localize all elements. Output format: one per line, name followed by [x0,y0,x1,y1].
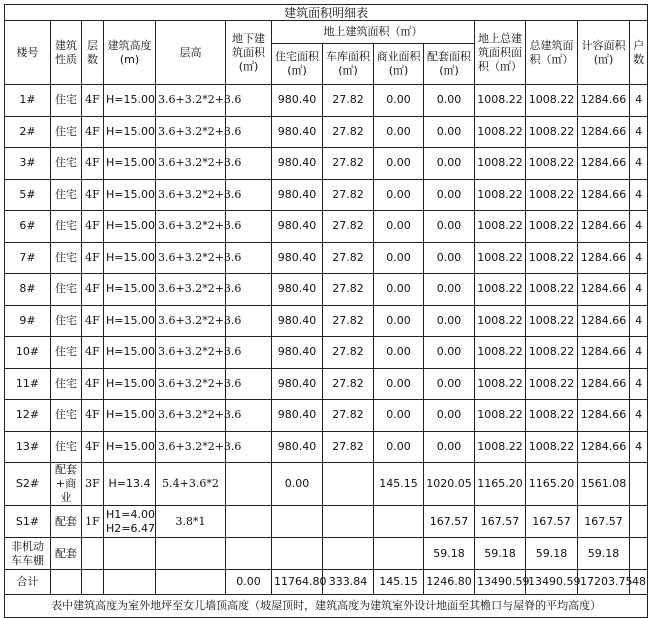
cell-floors: 4F [82,116,104,148]
header-supporting: 配套面积(㎡) [424,44,475,85]
table-row-s1 [5,506,648,538]
cell-commercial: 0.00 [374,400,424,432]
cell-households [630,538,648,570]
cell-building-no: S2# [5,463,51,506]
cell-building-no: 3# [5,148,51,180]
cell-residential: 11764.80 [272,570,323,595]
cell-residential: 980.40 [272,305,323,337]
cell-residential: 980.40 [272,211,323,243]
cell-households: 4 [630,85,648,117]
cell-garage: 333.84 [323,570,374,595]
cell-height: H=15.00 [104,116,156,148]
cell-height: H=15.00 [104,148,156,180]
table-title: 建筑面积明细表 [5,5,648,21]
cell-garage: 27.82 [323,431,374,463]
cell-building-no: S1# [5,506,51,538]
cell-building-no: 7# [5,242,51,274]
cell-supporting: 0.00 [424,305,475,337]
cell-above-total: 1008.22 [475,116,526,148]
cell-commercial: 145.15 [374,463,424,506]
cell-households: 4 [630,431,648,463]
cell-nature: 住宅 [51,431,82,463]
cell-above-total: 13490.59 [475,570,526,595]
cell-total-area: 1008.22 [526,116,578,148]
cell-floor-height: 3.6+3.2*2+3.6 [156,148,226,180]
header-building-no: 楼号 [5,21,51,85]
cell-building-no: 8# [5,274,51,306]
cell-supporting: 59.18 [424,538,475,570]
cell-nature: 住宅 [51,179,82,211]
cell-building-no: 12# [5,400,51,432]
table-row [5,85,648,117]
cell-far-area: 1561.08 [578,463,630,506]
cell-commercial: 145.15 [374,570,424,595]
cell-floors: 4F [82,305,104,337]
cell-above-total: 1008.22 [475,211,526,243]
cell-supporting: 0.00 [424,400,475,432]
header-floor-height: 层高 [156,21,226,85]
table-row-s2 [5,463,648,506]
cell-households: 4 [630,148,648,180]
cell-nature: 住宅 [51,305,82,337]
cell-floors: 4F [82,274,104,306]
cell-garage [323,506,374,538]
header-households: 户数 [630,21,648,85]
header-above-total: 地上总建筑面积面积（㎡） [475,21,526,85]
cell-garage: 27.82 [323,116,374,148]
cell-above-total: 1008.22 [475,337,526,369]
cell-garage: 27.82 [323,337,374,369]
cell-floors: 3F [82,463,104,506]
cell-supporting: 0.00 [424,116,475,148]
cell-supporting: 1020.05 [424,463,475,506]
cell-households [630,463,648,506]
header-total-area: 总建筑面积（㎡） [526,21,578,85]
cell-nature: 住宅 [51,116,82,148]
cell-garage: 27.82 [323,305,374,337]
table-footnote: 表中建筑高度为室外地坪至女儿墙顶高度（坡屋顶时，建筑高度为建筑室外设计地面至其檐口与屋脊的平均高度） [5,595,648,618]
cell-far-area: 1284.66 [578,211,630,243]
cell-residential: 980.40 [272,179,323,211]
cell-nature: 住宅 [51,337,82,369]
table-row-bike-shed [5,538,648,570]
cell-above-total: 1008.22 [475,400,526,432]
cell-supporting: 0.00 [424,242,475,274]
cell-nature [51,570,82,595]
cell-above-total: 1008.22 [475,85,526,117]
cell-height: H=15.00 [104,211,156,243]
cell-far-area: 1284.66 [578,148,630,180]
cell-far-area: 1284.66 [578,274,630,306]
cell-households: 48 [630,570,648,595]
cell-height: H=15.00 [104,242,156,274]
cell-commercial: 0.00 [374,211,424,243]
cell-commercial [374,538,424,570]
cell-floors: 4F [82,431,104,463]
cell-total-area: 1008.22 [526,368,578,400]
cell-height: H=15.00 [104,431,156,463]
cell-floor-height: 3.8*1 [156,506,226,538]
table-row [5,431,648,463]
cell-nature: 配套 [51,538,82,570]
cell-floor-height: 3.6+3.2*2+3.6 [156,400,226,432]
cell-height [104,570,156,595]
cell-floors: 4F [82,179,104,211]
cell-garage: 27.82 [323,179,374,211]
table-row [5,400,648,432]
cell-floor-height: 3.6+3.2*2+3.6 [156,179,226,211]
cell-height: H=13.4 [104,463,156,506]
table-row [5,305,648,337]
cell-height: H=15.00 [104,179,156,211]
cell-floors: 4F [82,400,104,432]
cell-building-no: 1# [5,85,51,117]
cell-height: H=15.00 [104,368,156,400]
cell-garage: 27.82 [323,242,374,274]
cell-commercial: 0.00 [374,85,424,117]
cell-households: 4 [630,305,648,337]
cell-floor-height [156,570,226,595]
cell-building-no: 5# [5,179,51,211]
table-row [5,116,648,148]
cell-underground [226,463,272,506]
cell-above-total: 1008.22 [475,305,526,337]
header-above-group: 地上建筑面积（㎡） [272,21,475,44]
cell-floors: 4F [82,85,104,117]
cell-far-area: 59.18 [578,538,630,570]
cell-total-area: 1008.22 [526,274,578,306]
cell-nature: 住宅 [51,85,82,117]
cell-garage: 27.82 [323,400,374,432]
cell-above-total: 167.57 [475,506,526,538]
header-residential: 住宅面积(㎡) [272,44,323,85]
cell-nature: 配套+商业 [51,463,82,506]
cell-households: 4 [630,242,648,274]
cell-supporting: 0.00 [424,85,475,117]
cell-total-area: 1008.22 [526,305,578,337]
cell-floor-height: 3.6+3.2*2+3.6 [156,211,226,243]
header-commercial: 商业面积(㎡) [374,44,424,85]
cell-height [104,506,156,538]
cell-commercial: 0.00 [374,337,424,369]
cell-building-no: 13# [5,431,51,463]
cell-total-area: 1008.22 [526,400,578,432]
cell-above-total: 1008.22 [475,431,526,463]
cell-building-no: 2# [5,116,51,148]
cell-floors: 4F [82,148,104,180]
cell-residential: 980.40 [272,242,323,274]
cell-far-area: 1284.66 [578,116,630,148]
cell-total-area: 59.18 [526,538,578,570]
header-far-area: 计容面积(㎡) [578,21,630,85]
cell-floor-height: 3.6+3.2*2+3.6 [156,242,226,274]
cell-height: H=15.00 [104,274,156,306]
cell-floor-height: 3.6+3.2*2+3.6 [156,274,226,306]
cell-households: 4 [630,400,648,432]
cell-nature: 住宅 [51,242,82,274]
header-nature: 建筑性质 [51,21,82,85]
cell-underground [226,538,272,570]
cell-floors [82,538,104,570]
cell-residential: 980.40 [272,368,323,400]
cell-supporting: 0.00 [424,179,475,211]
cell-residential: 980.40 [272,337,323,369]
cell-building-no: 6# [5,211,51,243]
table-row [5,337,648,369]
cell-floor-height: 3.6+3.2*2+3.6 [156,431,226,463]
cell-far-area: 1284.66 [578,179,630,211]
cell-supporting: 0.00 [424,274,475,306]
cell-total-area: 1008.22 [526,179,578,211]
cell-commercial: 0.00 [374,148,424,180]
cell-above-total: 1008.22 [475,242,526,274]
cell-floor-height: 3.6+3.2*2+3.6 [156,85,226,117]
cell-far-area: 167.57 [578,506,630,538]
cell-above-total: 1165.20 [475,463,526,506]
cell-height: H=15.00 [104,400,156,432]
cell-commercial: 0.00 [374,242,424,274]
cell-total-label: 合计 [5,570,51,595]
cell-floor-height: 3.6+3.2*2+3.6 [156,337,226,369]
cell-height [104,538,156,570]
table-row [5,179,648,211]
cell-total-area: 1008.22 [526,337,578,369]
cell-households: 4 [630,116,648,148]
cell-floor-height [156,538,226,570]
cell-total-area: 13490.59 [526,570,578,595]
cell-total-area: 1008.22 [526,431,578,463]
cell-residential: 980.40 [272,148,323,180]
cell-floors [82,570,104,595]
cell-floor-height: 3.6+3.2*2+3.6 [156,368,226,400]
cell-building-no: 非机动车车棚 [5,538,51,570]
cell-floor-height: 5.4+3.6*2 [156,463,226,506]
cell-garage [323,463,374,506]
cell-nature: 住宅 [51,148,82,180]
cell-garage: 27.82 [323,148,374,180]
header-height: 建筑高度(m) [104,21,156,85]
cell-floors: 4F [82,337,104,369]
cell-garage: 27.82 [323,85,374,117]
cell-above-total: 1008.22 [475,148,526,180]
cell-building-no: 10# [5,337,51,369]
cell-supporting: 0.00 [424,148,475,180]
cell-height: H=15.00 [104,305,156,337]
cell-height: H=15.00 [104,337,156,369]
cell-residential: 980.40 [272,116,323,148]
cell-commercial: 0.00 [374,368,424,400]
cell-far-area: 1284.66 [578,305,630,337]
table-row [5,274,648,306]
cell-far-area: 1284.66 [578,337,630,369]
cell-total-area: 1008.22 [526,242,578,274]
cell-building-no: 9# [5,305,51,337]
cell-underground: 0.00 [226,570,272,595]
cell-far-area: 1284.66 [578,242,630,274]
cell-total-area: 1008.22 [526,148,578,180]
area-detail-sheet [4,4,647,618]
cell-households: 4 [630,368,648,400]
header-garage: 车库面积(㎡) [323,44,374,85]
cell-residential: 980.40 [272,400,323,432]
table-row [5,148,648,180]
cell-commercial: 0.00 [374,431,424,463]
cell-households: 4 [630,274,648,306]
table-row-total [5,570,648,595]
cell-garage: 27.82 [323,211,374,243]
cell-far-area: 1284.66 [578,368,630,400]
cell-supporting: 0.00 [424,337,475,369]
cell-floor-height: 3.6+3.2*2+3.6 [156,116,226,148]
cell-households [630,506,648,538]
cell-supporting: 0.00 [424,368,475,400]
cell-above-total: 1008.22 [475,368,526,400]
cell-far-area: 1284.66 [578,400,630,432]
cell-residential: 980.40 [272,431,323,463]
cell-nature: 配套 [51,506,82,538]
cell-residential: 0.00 [272,463,323,506]
table-row [5,368,648,400]
header-underground: 地下建筑面积(㎡) [226,21,272,85]
cell-households: 4 [630,179,648,211]
cell-above-total: 1008.22 [475,179,526,211]
cell-total-area: 1165.20 [526,463,578,506]
cell-far-area: 1284.66 [578,85,630,117]
cell-supporting: 167.57 [424,506,475,538]
cell-above-total: 59.18 [475,538,526,570]
cell-nature: 住宅 [51,368,82,400]
cell-residential [272,538,323,570]
cell-nature: 住宅 [51,274,82,306]
cell-total-area: 1008.22 [526,85,578,117]
cell-garage [323,538,374,570]
cell-nature: 住宅 [51,400,82,432]
table-row [5,211,648,243]
cell-residential: 980.40 [272,85,323,117]
cell-commercial: 0.00 [374,116,424,148]
cell-far-area: 17203.75 [578,570,630,595]
cell-floors: 4F [82,242,104,274]
table-row [5,242,648,274]
cell-floor-height: 3.6+3.2*2+3.6 [156,305,226,337]
cell-commercial: 0.00 [374,305,424,337]
cell-commercial: 0.00 [374,274,424,306]
cell-residential: 980.40 [272,274,323,306]
cell-building-no: 11# [5,368,51,400]
cell-height: H=15.00 [104,85,156,117]
cell-households: 4 [630,211,648,243]
cell-nature: 住宅 [51,211,82,243]
header-floors: 层数 [82,21,104,85]
cell-residential [272,506,323,538]
cell-supporting: 1246.80 [424,570,475,595]
cell-commercial: 0.00 [374,179,424,211]
cell-above-total: 1008.22 [475,274,526,306]
cell-supporting: 0.00 [424,431,475,463]
cell-floors: 4F [82,211,104,243]
cell-underground [226,506,272,538]
cell-far-area: 1284.66 [578,431,630,463]
cell-supporting: 0.00 [424,211,475,243]
cell-garage: 27.82 [323,368,374,400]
cell-households: 4 [630,337,648,369]
cell-total-area: 1008.22 [526,211,578,243]
height-line-1: H1=4.00 [106,507,155,521]
height-line-2: H2=6.47 [106,521,155,535]
cell-total-area: 167.57 [526,506,578,538]
cell-floors: 1F [82,506,104,538]
cell-floors: 4F [82,368,104,400]
cell-garage: 27.82 [323,274,374,306]
area-detail-table [4,4,648,618]
cell-commercial [374,506,424,538]
